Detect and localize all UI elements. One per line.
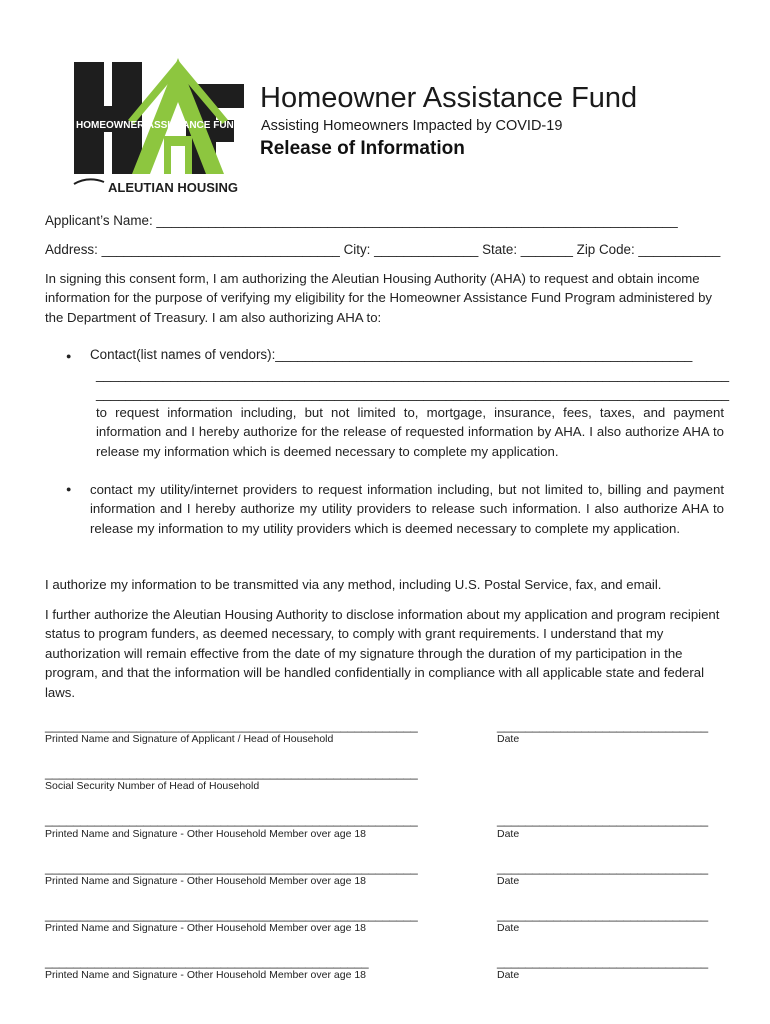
member-date-label: Date <box>497 875 520 887</box>
member-signature-label: Printed Name and Signature - Other Household Member over age 18 <box>45 828 367 840</box>
address-field[interactable]: Address: ________________________________ City: ______________ State: _______ Zip Code: ___________ <box>45 242 721 257</box>
vendors-field[interactable]: Contact(list names of vendors):________________________________________________________ <box>90 347 693 362</box>
member-signature-line[interactable]: ______________________________________________ <box>45 954 369 969</box>
member-date-label: Date <box>497 922 520 934</box>
member-date-line[interactable]: ______________________________ <box>497 907 708 922</box>
member-date-line[interactable]: ______________________________ <box>497 812 708 827</box>
member-date-label: Date <box>497 969 520 981</box>
transmit-paragraph: I authorize my information to be transmitted via any method, including U.S. Postal Service, fax, and email. <box>45 577 662 592</box>
vendors-field-line-3[interactable]: _____________________________________________________________________________________ <box>96 386 730 401</box>
member-date-line[interactable]: ______________________________ <box>497 954 708 969</box>
haf-logo <box>68 48 248 198</box>
member-signature-line[interactable]: _____________________________________________________ <box>45 907 418 922</box>
member-signature-label: Printed Name and Signature - Other Household Member over age 18 <box>45 969 367 981</box>
applicant-name-field[interactable]: Applicant’s Name: ______________________________________________________________________ <box>45 213 678 228</box>
member-signature-line[interactable]: _____________________________________________________ <box>45 812 418 827</box>
bullet-2-text: contact my utility/internet providers to request information including, but not limited to, billing and payment information and I hereby authorize my utility providers to release such information. I also authorize AHA to release my information to my utility providers which is deemed necessary to complete my application. <box>90 482 724 536</box>
bullet-icon: ● <box>66 351 72 361</box>
member-signature-label: Printed Name and Signature - Other Household Member over age 18 <box>45 875 367 887</box>
bullet-1-text: to request information including, but not limited to, mortgage, insurance, fees, taxes, and payment information and I hereby authorize for the release of requested information by AHA. I also authorize AHA to release my information which is deemed necessary to complete my application. <box>96 405 724 459</box>
logo-org-text: ALEUTIAN HOUSING <box>108 180 238 195</box>
page-title: Homeowner Assistance Fund <box>260 82 638 114</box>
vendors-field-line-2[interactable]: _____________________________________________________________________________________ <box>96 367 730 382</box>
ssn-label: Social Security Number of Head of Household <box>45 780 260 792</box>
applicant-date-label: Date <box>497 733 520 745</box>
applicant-date-line[interactable]: ______________________________ <box>497 718 708 733</box>
bullet-icon: ● <box>66 484 72 494</box>
form-heading: Release of Information <box>260 138 465 159</box>
applicant-signature-label: Printed Name and Signature of Applicant / Head of Household <box>45 733 334 745</box>
applicant-signature-line[interactable]: _____________________________________________________ <box>45 718 418 733</box>
member-signature-label: Printed Name and Signature - Other Household Member over age 18 <box>45 922 367 934</box>
intro-paragraph: In signing this consent form, I am authorizing the Aleutian Housing Authority (AHA) to request and obtain income information for the purpose of verifying my eligibility for the Homeowner Assistance Fund Program administered by the Department of Treasury. I am also authorizing AHA to: <box>45 271 713 325</box>
page-subtitle: Assisting Homeowners Impacted by COVID-19 <box>261 118 563 134</box>
logo-band-text: HOMEOWNER ASSISTANCE FUND <box>76 120 241 131</box>
authorization-paragraph: I further authorize the Aleutian Housing Authority to disclose information about my application and program recipient status to program funders, as deemed necessary, to comply with grant requirements. I understand that my authorization will remain effective from the date of my signature through the duration of my participation in the program, and that the information will be handled confidentially in compliance with all applicable state and federal laws. <box>45 607 720 700</box>
member-date-label: Date <box>497 828 520 840</box>
member-signature-line[interactable]: _____________________________________________________ <box>45 860 418 875</box>
ssn-line[interactable]: _____________________________________________________ <box>45 765 418 780</box>
member-date-line[interactable]: ______________________________ <box>497 860 708 875</box>
